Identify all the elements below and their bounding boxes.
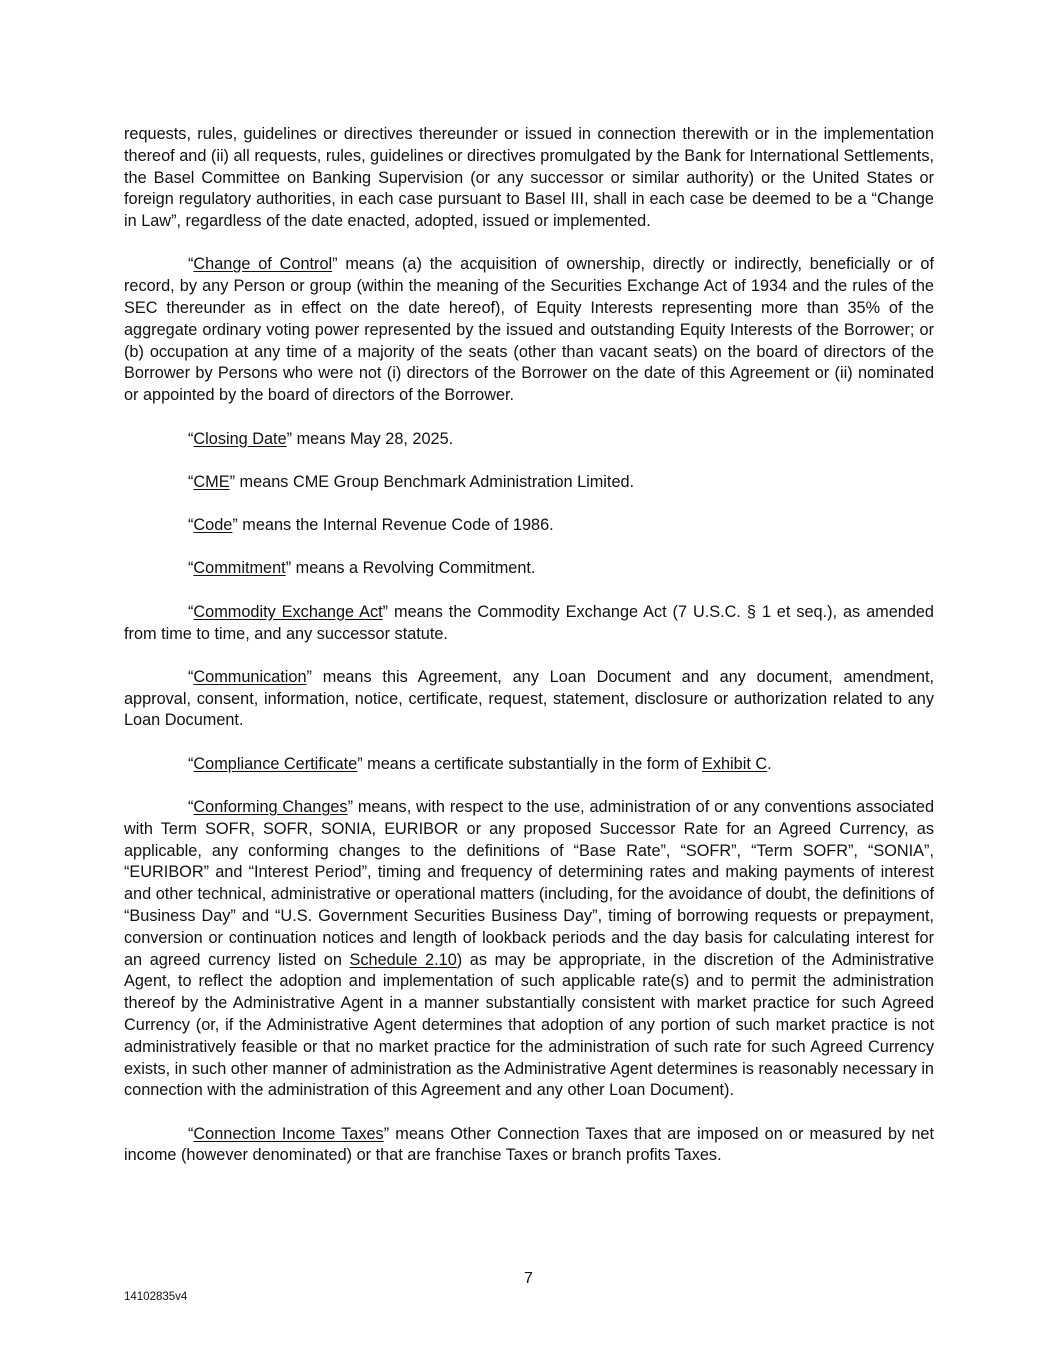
definition-cme (124, 472, 934, 494)
close-quote: ” (229, 472, 236, 491)
defined-term: Conforming Changes (193, 798, 348, 817)
definition-text: means a certificate substantially in the form of (362, 754, 702, 773)
definition-text: means, with respect to the use, administration of or any conventions associated with Term SOFR, SOFR, SONIA, EURIBOR or any proposed Successor Rate for an Agreed Currency, as applicable, any conforming changes to the definitions of “Base Rate”, “SOFR”, “Term SOFR”, “SONIA”, “EURIBOR” and “Interest Period”, timing and frequency of determining rates and making payments of interest and other technical, administrative or operational matters (including, for the avoidance of doubt, the definitions of “Business Day” and “U.S. Government Securities Business Day”, timing of borrowing requests or prepayment, conversion or continuation notices and length of lookback periods and the day basis for calculating interest for an agreed currency listed on (124, 798, 934, 969)
defined-term: Commitment (193, 559, 286, 578)
close-quote: ” (286, 429, 293, 448)
defined-term: Change of Control (193, 255, 333, 274)
definition-tail: . (767, 754, 772, 773)
definition-communication (124, 667, 934, 732)
open-quote: “ (188, 754, 194, 773)
defined-term: Connection Income Taxes (193, 1124, 384, 1143)
definition-text: means a Revolving Commitment. (291, 559, 536, 578)
open-quote: “ (188, 472, 194, 491)
defined-term: Commodity Exchange Act (193, 602, 383, 621)
definition-change-of-control (124, 254, 934, 407)
close-quote: ” (285, 559, 292, 578)
open-quote: “ (188, 429, 194, 448)
open-quote: “ (188, 798, 194, 817)
schedule-reference: Schedule 2.10 (349, 950, 457, 969)
definition-compliance-certificate (124, 754, 934, 776)
definition-closing-date (124, 429, 934, 451)
exhibit-reference: Exhibit C (702, 754, 768, 773)
defined-term: CME (193, 472, 230, 491)
close-quote: ” (347, 798, 353, 817)
open-quote: “ (188, 602, 194, 621)
definition-text: means the Internal Revenue Code of 1986. (237, 516, 554, 535)
document-id: 14102835v4 (124, 1291, 188, 1303)
definition-text: means CME Group Benchmark Administration Limited. (235, 472, 635, 491)
defined-term: Code (193, 516, 233, 535)
definition-conforming-changes (124, 797, 934, 1102)
defined-term: Communication (193, 667, 307, 686)
document-body (124, 124, 934, 1189)
close-quote: ” (232, 516, 238, 535)
paragraph-text: requests, rules, guidelines or directives thereunder or issued in connection therewith or in the implementation thereof and (ii) all requests, rules, guidelines or directives promulgated by the Bank for International Settlements, the Basel Committee on Banking Supervision (or any successor or similar authority) or the United States or foreign regulatory authorities, in each case pursuant to Basel III, shall in each case be deemed to be a “Change in Law”, regardless of the date enacted, adopted, issued or implemented. (124, 125, 934, 231)
close-quote: ” (306, 667, 312, 686)
open-quote: “ (188, 667, 194, 686)
close-quote: ” (383, 1124, 390, 1143)
definition-code (124, 515, 934, 537)
open-quote: “ (188, 516, 194, 535)
definition-text: means the Commodity Exchange Act (7 U.S.C. § 1 et seq.), as amended from time to time, and any successor statute. (124, 602, 934, 643)
definition-text: means Other Connection Taxes that are imposed on or measured by net income (however denominated) or that are franchise Taxes or branch profits Taxes. (124, 1124, 935, 1165)
definition-tail: ) as may be appropriate, in the discretion of the Administrative Agent, to reflect the adoption and implementation of such applicable rate(s) and to permit the administration thereof by the Administrative Agent in a manner substantially consistent with market practice for such Agreed Currency (or, if the Administrative Agent determines that adoption of any portion of such market practice is not administratively feasible or that no market practice for the administration of such rate for such Agreed Currency exists, in such other manner of administration as the Administrative Agent determines is reasonably necessary in connection with the administration of this Agreement and any other Loan Document). (124, 950, 934, 1100)
definition-text: means May 28, 2025. (292, 429, 454, 448)
open-quote: “ (188, 1124, 194, 1143)
definition-text: means (a) the acquisition of ownership, directly or indirectly, beneficially or of record, by any Person or group (within the meaning of the Securities Exchange Act of 1934 and the rules of the SEC thereunder as in effect on the date hereof), of Equity Interests representing more than 35% of the aggregate ordinary voting power represented by the issued and outstanding Equity Interests of the Borrower; or (b) occupation at any time of a majority of the seats (other than vacant seats) on the board of directors of the Borrower by Persons who were not (i) directors of the Borrower on the date of this Agreement or (ii) nominated or appointed by the board of directors of the Borrower. (124, 255, 934, 405)
defined-term: Closing Date (193, 429, 287, 448)
paragraph-change-in-law-continuation (124, 124, 934, 233)
definition-connection-income-taxes (124, 1124, 934, 1168)
definition-commitment (124, 558, 934, 580)
open-quote: “ (188, 255, 194, 274)
open-quote: “ (188, 559, 194, 578)
definition-commodity-exchange-act (124, 602, 934, 646)
close-quote: ” (382, 602, 389, 621)
page-number: 7 (524, 1270, 533, 1287)
definition-text: means this Agreement, any Loan Document and any document, amendment, approval, consent, information, notice, certificate, request, statement, disclosure or authorization related to any Loan Document. (124, 667, 934, 730)
close-quote: ” (332, 255, 338, 274)
close-quote: ” (357, 754, 363, 773)
defined-term: Compliance Certificate (193, 754, 358, 773)
